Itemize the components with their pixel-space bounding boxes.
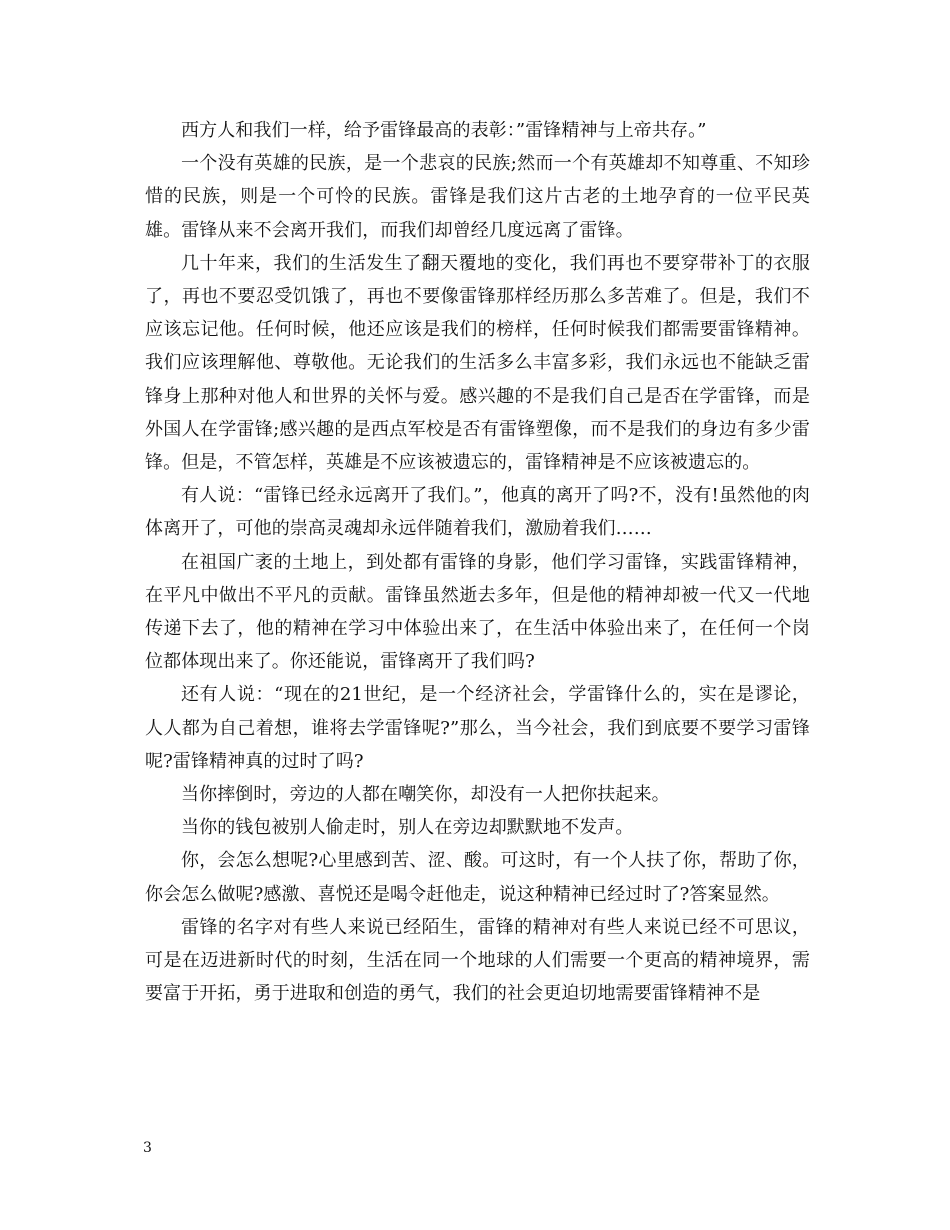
paragraph: 有人说：“雷锋已经永远离开了我们。”，他真的离开了吗?不，没有!虽然他的肉体离开了，可他的崇高灵魂却永远伴随着我们，激励着我们…… bbox=[145, 485, 810, 540]
paragraph: 在祖国广袤的土地上，到处都有雷锋的身影，他们学习雷锋，实践雷锋精神，在平凡中做出不平凡的贡献。雷锋虽然逝去多年，但是他的精神却被一代又一代地传递下去了，他的精神在学习中体验出来了，在生活中体验出来了，在任何一个岗位都体现出来了。你还能说，雷锋离开了我们吗? bbox=[145, 551, 810, 673]
paragraph: 一个没有英雄的民族，是一个悲哀的民族;然而一个有英雄却不知尊重、不知珍惜的民族，则是一个可怜的民族。雷锋是我们这片古老的土地孕育的一位平民英雄。雷锋从来不会离开我们，而我们却曾经几度远离了雷锋。 bbox=[145, 153, 810, 241]
paragraph: 当你摔倒时，旁边的人都在嘲笑你，却没有一人把你扶起来。 bbox=[181, 784, 670, 806]
paragraph: 当你的钱包被别人偷走时，别人在旁边却默默地不发声。 bbox=[181, 817, 634, 839]
paragraph: 还有人说：“现在的21世纪，是一个经济社会，学雷锋什么的，实在是谬论，人人都为自己着想，谁将去学雷锋呢?”那么，当今社会，我们到底要不要学习雷锋呢?雷锋精神真的过时了吗? bbox=[145, 684, 810, 772]
paragraph: 你，会怎么想呢?心里感到苦、涩、酸。可这时，有一个人扶了你，帮助了你，你会怎么做呢?感激、喜悦还是喝令赶他走，说这种精神已经过时了?答案显然。 bbox=[145, 850, 810, 905]
page-number: 3 bbox=[143, 1140, 152, 1156]
paragraph: 雷锋的名字对有些人来说已经陌生，雷锋的精神对有些人来说已经不可思议，可是在迈进新时代的时刻，生活在同一个地球的人们需要一个更高的精神境界，需要富于开拓，勇于进取和创造的勇气，我们的社会更迫切地需要雷锋精神不是 bbox=[145, 916, 810, 1005]
paragraph: 几十年来，我们的生活发生了翻天覆地的变化，我们再也不要穿带补丁的衣服了，再也不要忍受饥饿了，再也不要像雷锋那样经历那么多苦难了。但是，我们不应该忘记他。任何时候，他还应该是我们的榜样，任何时候我们都需要雷锋精神。我们应该理解他、尊敬他。无论我们的生活多么丰富多彩，我们永远也不能缺乏雷锋身上那种对他人和世界的关怀与爱。感兴趣的不是我们自己是否在学雷锋，而是外国人在学雷锋;感兴趣的是西点军校是否有雷锋塑像，而不是我们的身边有多少雷锋。但是，不管怎样，英雄是不应该被遗忘的，雷锋精神是不应该被遗忘的。 bbox=[145, 252, 810, 474]
paragraph: 西方人和我们一样，给予雷锋最高的表彰：”雷锋精神与上帝共存。” bbox=[181, 120, 707, 141]
body-text bbox=[145, 114, 810, 1010]
